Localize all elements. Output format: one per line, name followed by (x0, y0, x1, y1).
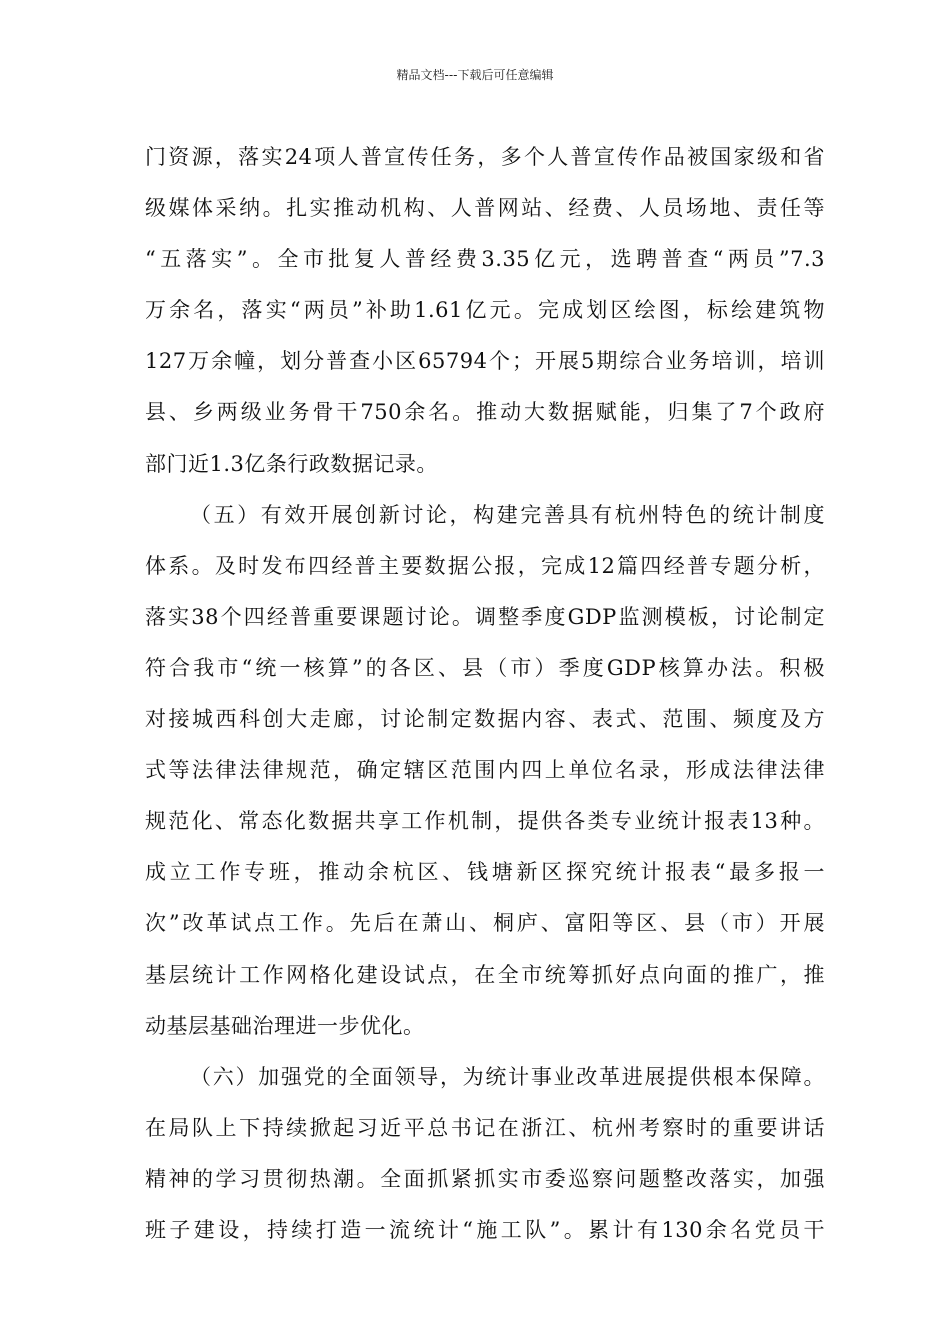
text-line: 符合我市“统一核算”的各区、县（市）季度GDP核算办法。积极 (145, 655, 825, 680)
text-line: 部门近1.3亿条行政数据记录。 (145, 451, 438, 476)
text-line: 门资源，落实24项人普宣传任务，多个人普宣传作品被国家级和省 (145, 145, 825, 169)
text-line: 精神的学习贯彻热潮。全面抓紧抓实市委巡察问题整改落实，加强 (145, 1166, 825, 1191)
text-line: 落实38个四经普重要课题讨论。调整季度GDP监测模板，讨论制定 (145, 604, 825, 629)
text-line: 在局队上下持续掀起习近平总书记在浙江、杭州考察时的重要讲话 (145, 1115, 825, 1140)
text-line: 动基层基础治理进一步优化。 (145, 1013, 425, 1038)
text-line: 万余名，落实“两员”补助1.61亿元。完成划区绘图，标绘建筑物 (145, 298, 825, 323)
page-header: 精品文档---下载后可任意编辑 (396, 68, 554, 82)
text-line: 成立工作专班，推动余杭区、钱塘新区探究统计报表“最多报一 (145, 860, 825, 885)
text-line: 规范化、常态化数据共享工作机制，提供各类专业统计报表13种。 (145, 809, 825, 834)
text-line: 对接城西科创大走廊，讨论制定数据内容、表式、范围、频度及方 (145, 707, 825, 732)
body-text (145, 132, 825, 1256)
text-line: 级媒体采纳。扎实推动机构、人普网站、经费、人员场地、责任等 (145, 196, 825, 221)
paragraph-heading-5: （五）有效开展创新讨论，构建完善具有杭州特色的统计制度 (190, 502, 825, 527)
text-line: 班子建设，持续打造一流统计“施工队”。累计有130余名党员干 (145, 1217, 825, 1242)
text-line: 县、乡两级业务骨干750余名。推动大数据赋能，归集了7个政府 (145, 400, 825, 425)
paragraph-heading-6: （六）加强党的全面领导，为统计事业改革进展提供根本保障。 (190, 1064, 825, 1089)
text-line: 体系。及时发布四经普主要数据公报，完成12篇四经普专题分析， (145, 553, 825, 578)
text-line: 式等法律法律规范，确定辖区范围内四上单位名录，形成法律法律 (145, 758, 825, 783)
text-line: 127万余幢，划分普查小区65794个；开展5期综合业务培训，培训 (145, 349, 825, 374)
text-line: “五落实”。全市批复人普经费3.35亿元，选聘普查“两员”7.3 (145, 247, 825, 272)
text-line: 次”改革试点工作。先后在萧山、桐庐、富阳等区、县（市）开展 (145, 911, 825, 936)
text-line: 基层统计工作网格化建设试点，在全市统筹抓好点向面的推广，推 (145, 962, 825, 987)
